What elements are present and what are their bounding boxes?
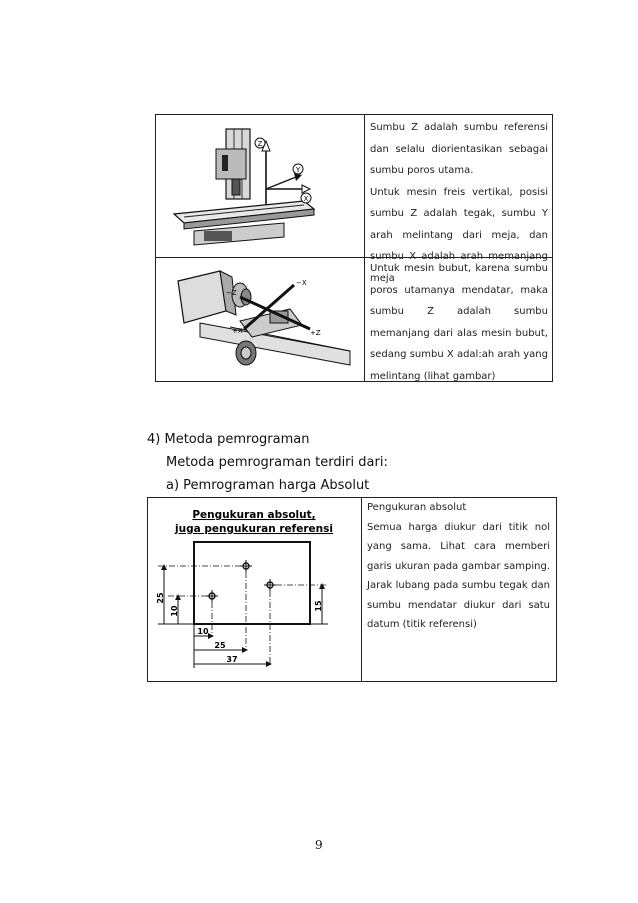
lathe-axes-description <box>370 258 548 387</box>
lathe-pos-x-label: +X <box>232 327 243 335</box>
dim-label-37-horizontal: 37 <box>226 655 238 664</box>
hole-marker <box>240 560 252 572</box>
lathe-figure <box>170 261 360 371</box>
description-body: Semua harga diukur dari titik nol yang sama. Lihat cara memberi garis ukuran pada gambar samping. Jarak lubang pada sumbu tegak dan sumbu mendatar diukur dari satu datum (titik referensi) <box>367 521 550 630</box>
dim-label-25-vertical: 25 <box>156 592 165 604</box>
column-divider <box>361 498 362 681</box>
milling-machine-figure <box>164 119 360 253</box>
table-absolute-measurement <box>147 497 557 682</box>
lathe-neg-z-label: −Z <box>226 289 237 297</box>
absolute-dimension-drawing <box>154 502 354 678</box>
section-intro: Metoda pemrograman terdiri dari: <box>166 455 388 470</box>
description-title: Pengukuran absolut <box>367 502 467 513</box>
dim-label-25-horizontal: 25 <box>214 641 226 650</box>
column-divider <box>364 115 365 381</box>
dim-label-10-horizontal: 10 <box>197 627 209 636</box>
paragraph-lathe-axes: Untuk mesin bubut, karena sumbu poros utamanya mendatar, maka sumbu Z adalah sumbu memanjang dari alas mesin bubut, sedang sumbu X adal:ah arah yang melintang (lihat gambar) <box>370 263 548 382</box>
mill-axis-x-label: X <box>303 195 309 203</box>
table-machine-axes <box>155 114 553 382</box>
hole-marker <box>264 579 276 591</box>
hole-marker <box>206 590 218 602</box>
dim-label-10-vertical: 10 <box>170 605 179 617</box>
mill-axis-z-label: Z <box>257 140 263 148</box>
dim-label-15-vertical: 15 <box>314 600 323 612</box>
paragraph-milling-axes: Untuk mesin freis vertikal, posisi sumbu Z adalah tegak, sumbu Y arah melintang dari meja, dan sumbu X adalah arah memanjang meja <box>370 186 548 284</box>
lathe-pos-z-label: +Z <box>310 329 321 337</box>
section-heading: 4) Metoda pemrograman <box>147 432 310 447</box>
drawing-title-line2: juga pengukuran referensi <box>175 523 333 535</box>
absolute-measurement-description <box>367 498 550 635</box>
drawing-title-line1: Pengukuran absolut, <box>192 509 316 521</box>
mill-axis-y-label: Y <box>295 166 301 174</box>
paragraph-z-axis: Sumbu Z adalah sumbu referensi dan selalu diorientasikan sebagai sumbu poros utama. <box>370 122 548 176</box>
lathe-neg-x-label: −X <box>296 279 307 287</box>
page-number: 9 <box>315 838 323 852</box>
subsection-heading: a) Pemrograman harga Absolut <box>166 478 370 493</box>
